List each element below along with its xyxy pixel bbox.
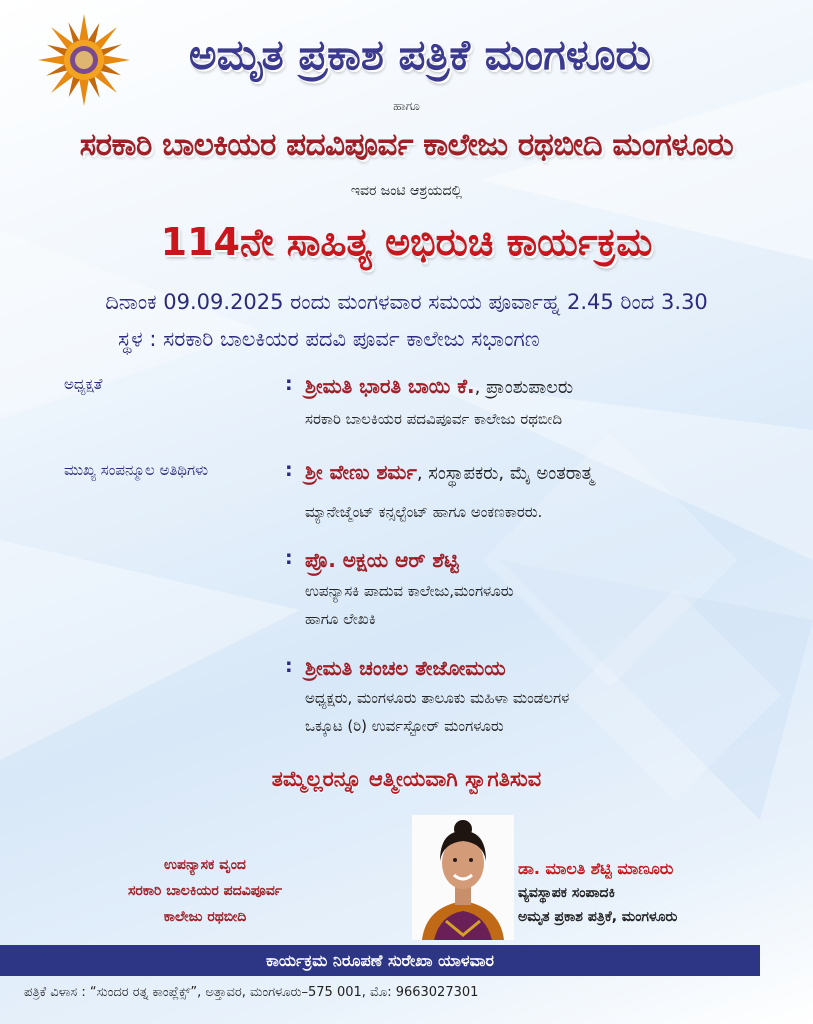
compere-text: ಕಾರ್ಯಕ್ರಮ ನಿರೂಪಣೆ ಸುರೇಖಾ ಯಾಳವಾರ — [266, 951, 494, 970]
guests-label: ಮುಖ್ಯ ಸಂಪನ್ಮೂಲ ಅತಿಥಿಗಳು — [64, 461, 209, 479]
hosts-block — [70, 852, 340, 930]
guest1-role: , ಸಂಸ್ಥಾಪಕರು, ಮೈ ಅಂತರಾತ್ಮ — [416, 463, 594, 484]
guest3-line1: ಅಧ್ಯಕ್ಷರು, ಮಂಗಳೂರು ತಾಲೂಕು ಮಹಿಳಾ ಮಂಡಲಗಳ — [305, 689, 570, 707]
college-title: ಸರಕಾರಿ ಬಾಲಕಿಯರ ಪದವಿಪೂರ್ವ ಕಾಲೇಜು ರಥಬೀದಿ ಮಂಗಳೂರು — [79, 127, 734, 163]
guest2-colon: : — [285, 547, 293, 569]
address-line: ಪತ್ರಿಕೆ ವಿಳಾಸ : “ಸುಂದರ ರತ್ನ ಕಾಂಪ್ಲೆಕ್ಸ್”, ಅತ್ತಾವರ, ಮಂಗಳೂರು–575 001, ಮೊ: 9663027301 — [24, 985, 479, 1000]
guest3-line2: ಒಕ್ಕೂಟ (ರಿ) ಉರ್ವಸ್ಟೋರ್ ಮಂಗಳೂರು — [305, 717, 504, 735]
welcome-line: ತಮ್ಮೆಲ್ಲರನ್ನೂ ಆತ್ಮೀಯವಾಗಿ ಸ್ವಾಗತಿಸುವ — [271, 767, 542, 791]
org-title: ಅಮೃತ ಪ್ರಕಾಶ ಪತ್ರಿಕೆ ಮಂಗಳೂರು — [188, 30, 652, 79]
editor-block — [518, 857, 677, 929]
guest2-name-line — [305, 548, 459, 572]
guest2-line1: ಉಪನ್ಯಾಸಕಿ ಪಾದುವ ಕಾಲೇಜು,ಮಂಗಳೂರು — [305, 582, 514, 600]
editor-name: ಡಾ. ಮಾಲತಿ ಶೆಟ್ಟಿ ಮಾಣೂರು — [518, 859, 674, 878]
guest1-colon: : — [285, 459, 293, 481]
editor-org: ಅಮೃತ ಪ್ರಕಾಶ ಪತ್ರಿಕೆ, ಮಂಗಳೂರು — [518, 909, 678, 925]
venue-line: ಸ್ಥಳ : ಸರಕಾರಿ ಬಾಲಕಿಯರ ಪದವಿ ಪೂರ್ವ ಕಾಲೇಜು ಸಭಾಂಗಣ — [118, 327, 540, 351]
chair-role: , ಪ್ರಾಂಶುಪಾಲರು — [474, 377, 574, 398]
guest2-name: ಪ್ರೊ. ಅಕ್ಷಯ ಆರ್ ಶೆಟ್ಟಿ — [305, 548, 459, 572]
guest3-name-line — [305, 656, 506, 680]
editor-role: ವ್ಯವಸ್ಥಾಪಕ ಸಂಪಾದಕಿ — [518, 885, 615, 901]
and-word: ಹಾಗೂ — [393, 99, 420, 113]
hosts-line2: ಸರಕಾರಿ ಬಾಲಕಿಯರ ಪದವಿಪೂರ್ವ — [127, 883, 283, 899]
date-line: ದಿನಾಂಕ 09.09.2025 ರಂದು ಮಂಗಳವಾರ ಸಮಯ ಪೂರ್ವಾಹ್ನ 2.45 ರಿಂದ 3.30 — [105, 290, 708, 314]
editor-photo — [412, 815, 514, 940]
chair-label: ಅಧ್ಯಕ್ಷತೆ — [64, 375, 103, 393]
guest1-line2: ಮ್ಯಾನೇಜ್ಮೆಂಟ್ ಕನ್ಸಲ್ಟೆಂಟ್ ಹಾಗೂ ಅಂಕಣಕಾರರು. — [305, 503, 543, 521]
joint-line: ಇವರ ಜಂಟಿ ಆಶ್ರಯದಲ್ಲಿ — [350, 183, 463, 199]
guest2-line2: ಹಾಗೂ ಲೇಖಕಿ — [305, 610, 376, 628]
guest3-colon: : — [285, 655, 293, 677]
chair-line2: ಸರಕಾರಿ ಬಾಲಕಿಯರ ಪದವಿಪೂರ್ವ ಕಾಲೇಜು ರಥಬೀದಿ — [305, 410, 563, 428]
chair-name: ಶ್ರೀಮತಿ ಭಾರತಿ ಬಾಯಿ ಕೆ. — [305, 374, 475, 398]
chair-name-line — [305, 374, 573, 398]
guest3-name: ಶ್ರೀಮತಿ ಚಂಚಲ ತೇಜೋಮಯ — [305, 656, 506, 680]
chair-colon: : — [285, 373, 293, 395]
hosts-line3: ಕಾಲೇಜು ರಥಬೀದಿ — [163, 909, 247, 925]
event-title: 114ನೇ ಸಾಹಿತ್ಯ ಅಭಿರುಚಿ ಕಾರ್ಯಕ್ರಮ — [160, 220, 653, 264]
guest1-name-line — [305, 460, 594, 484]
compere-bar — [0, 945, 760, 976]
guest1-name: ಶ್ರೀ ವೇಣು ಶರ್ಮ — [305, 460, 417, 484]
hosts-line1: ಉಪನ್ಯಾಸಕ ವೃಂದ — [164, 857, 246, 873]
